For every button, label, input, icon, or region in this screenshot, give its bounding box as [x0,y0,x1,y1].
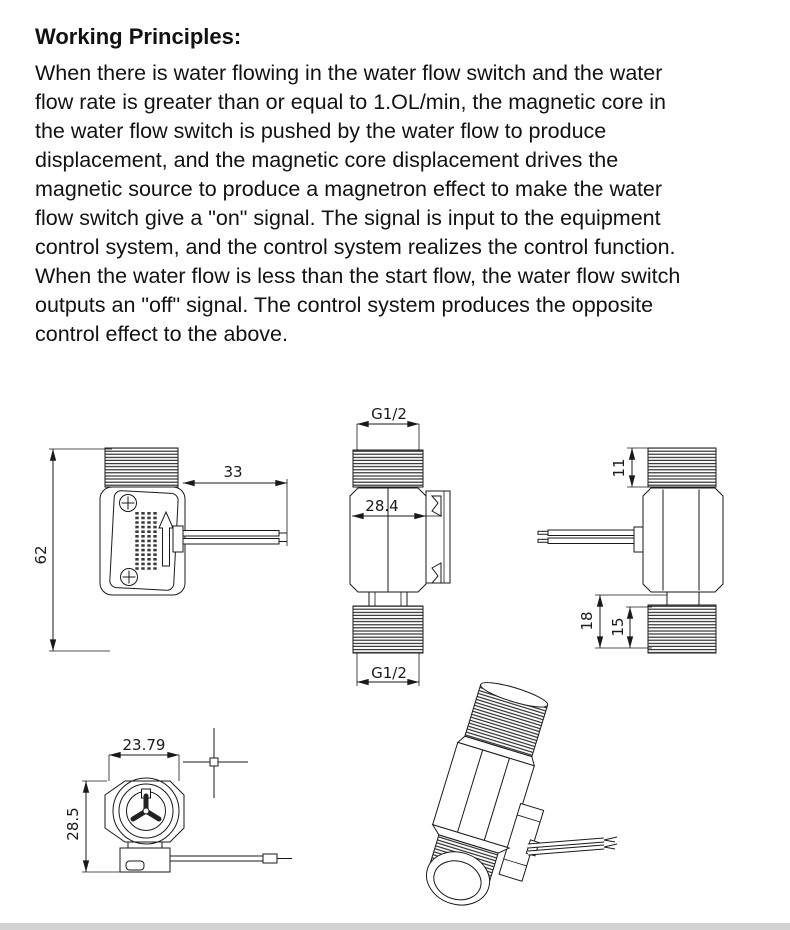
dimension-23-79 [109,736,179,781]
wire-grommet [173,526,183,552]
paragraph-line: flow rate is greater than or equal to 1.OL/min, the magnetic core in [35,90,666,114]
dimension-g12-top [357,405,419,451]
top-thread [648,448,716,487]
screw-bottom-icon [121,569,138,586]
lead-wires [528,837,617,853]
iso-part [412,676,580,922]
dim-18-label: 18 [578,611,596,631]
working-principles-section [35,24,775,349]
dimension-15 [609,607,652,648]
centermark-crosshair-icon [183,728,248,798]
wire-grommet [634,527,643,552]
hex-body [643,488,723,592]
paragraph-line: displacement, and the magnetic core displacement drives the [35,148,619,172]
dim-11-label: 11 [610,458,628,478]
technical-drawings [0,400,790,923]
dim-62-label: 62 [32,545,50,565]
neck [667,592,699,605]
paragraph-line: control system, and the control system realizes the control function. [35,235,676,259]
neck [369,592,407,606]
paragraph-line: When there is water flowing in the water flow switch and the water [35,61,663,85]
screw-top-icon [120,495,137,512]
sensor-housing [120,848,170,872]
paragraph-line: flow switch give a "on" signal. The signal is input to the equipment [35,206,661,230]
dim-23-79-label: 23.79 [122,736,166,754]
paragraph-line: the water flow switch is pushed by the water flow to produce [35,119,607,143]
paragraph-line: When the water flow is less than the start flow, the water flow switch [35,264,681,288]
lead-wires [183,531,287,545]
drawing-side-view [32,448,287,651]
bottom-thread [648,605,716,653]
lead-wires [538,530,634,544]
bottom-thread [353,606,423,653]
drawing-top-view [64,728,292,872]
drawing-isometric-view [412,676,617,922]
drawing-front-view [350,405,450,686]
dim-g12-top-label: G1/2 [371,405,407,423]
paragraph-line: outputs an "off" signal. The control system produces the opposite [35,293,654,317]
dim-33-label: 33 [223,463,243,481]
dim-28-4-label: 28.4 [365,497,399,515]
lead-wire [170,854,292,863]
paragraph-line: control effect to the above. [35,322,288,346]
dim-15-label: 15 [609,617,627,637]
section-paragraph [35,59,775,349]
top-thread [353,450,423,487]
dim-g12-bottom-label: G1/2 [371,664,407,682]
section-heading: Working Principles: [35,24,242,49]
top-thread [105,448,178,487]
paragraph-line: magnetic source to produce a magnetron effect to make the water [35,177,663,201]
dim-28-5-label: 28.5 [64,807,82,841]
sensor-housing [426,491,450,583]
footer-bar [0,923,790,930]
drawing-rear-view [538,448,723,653]
dimension-g12-bottom [357,653,419,686]
dimension-11 [610,448,650,487]
